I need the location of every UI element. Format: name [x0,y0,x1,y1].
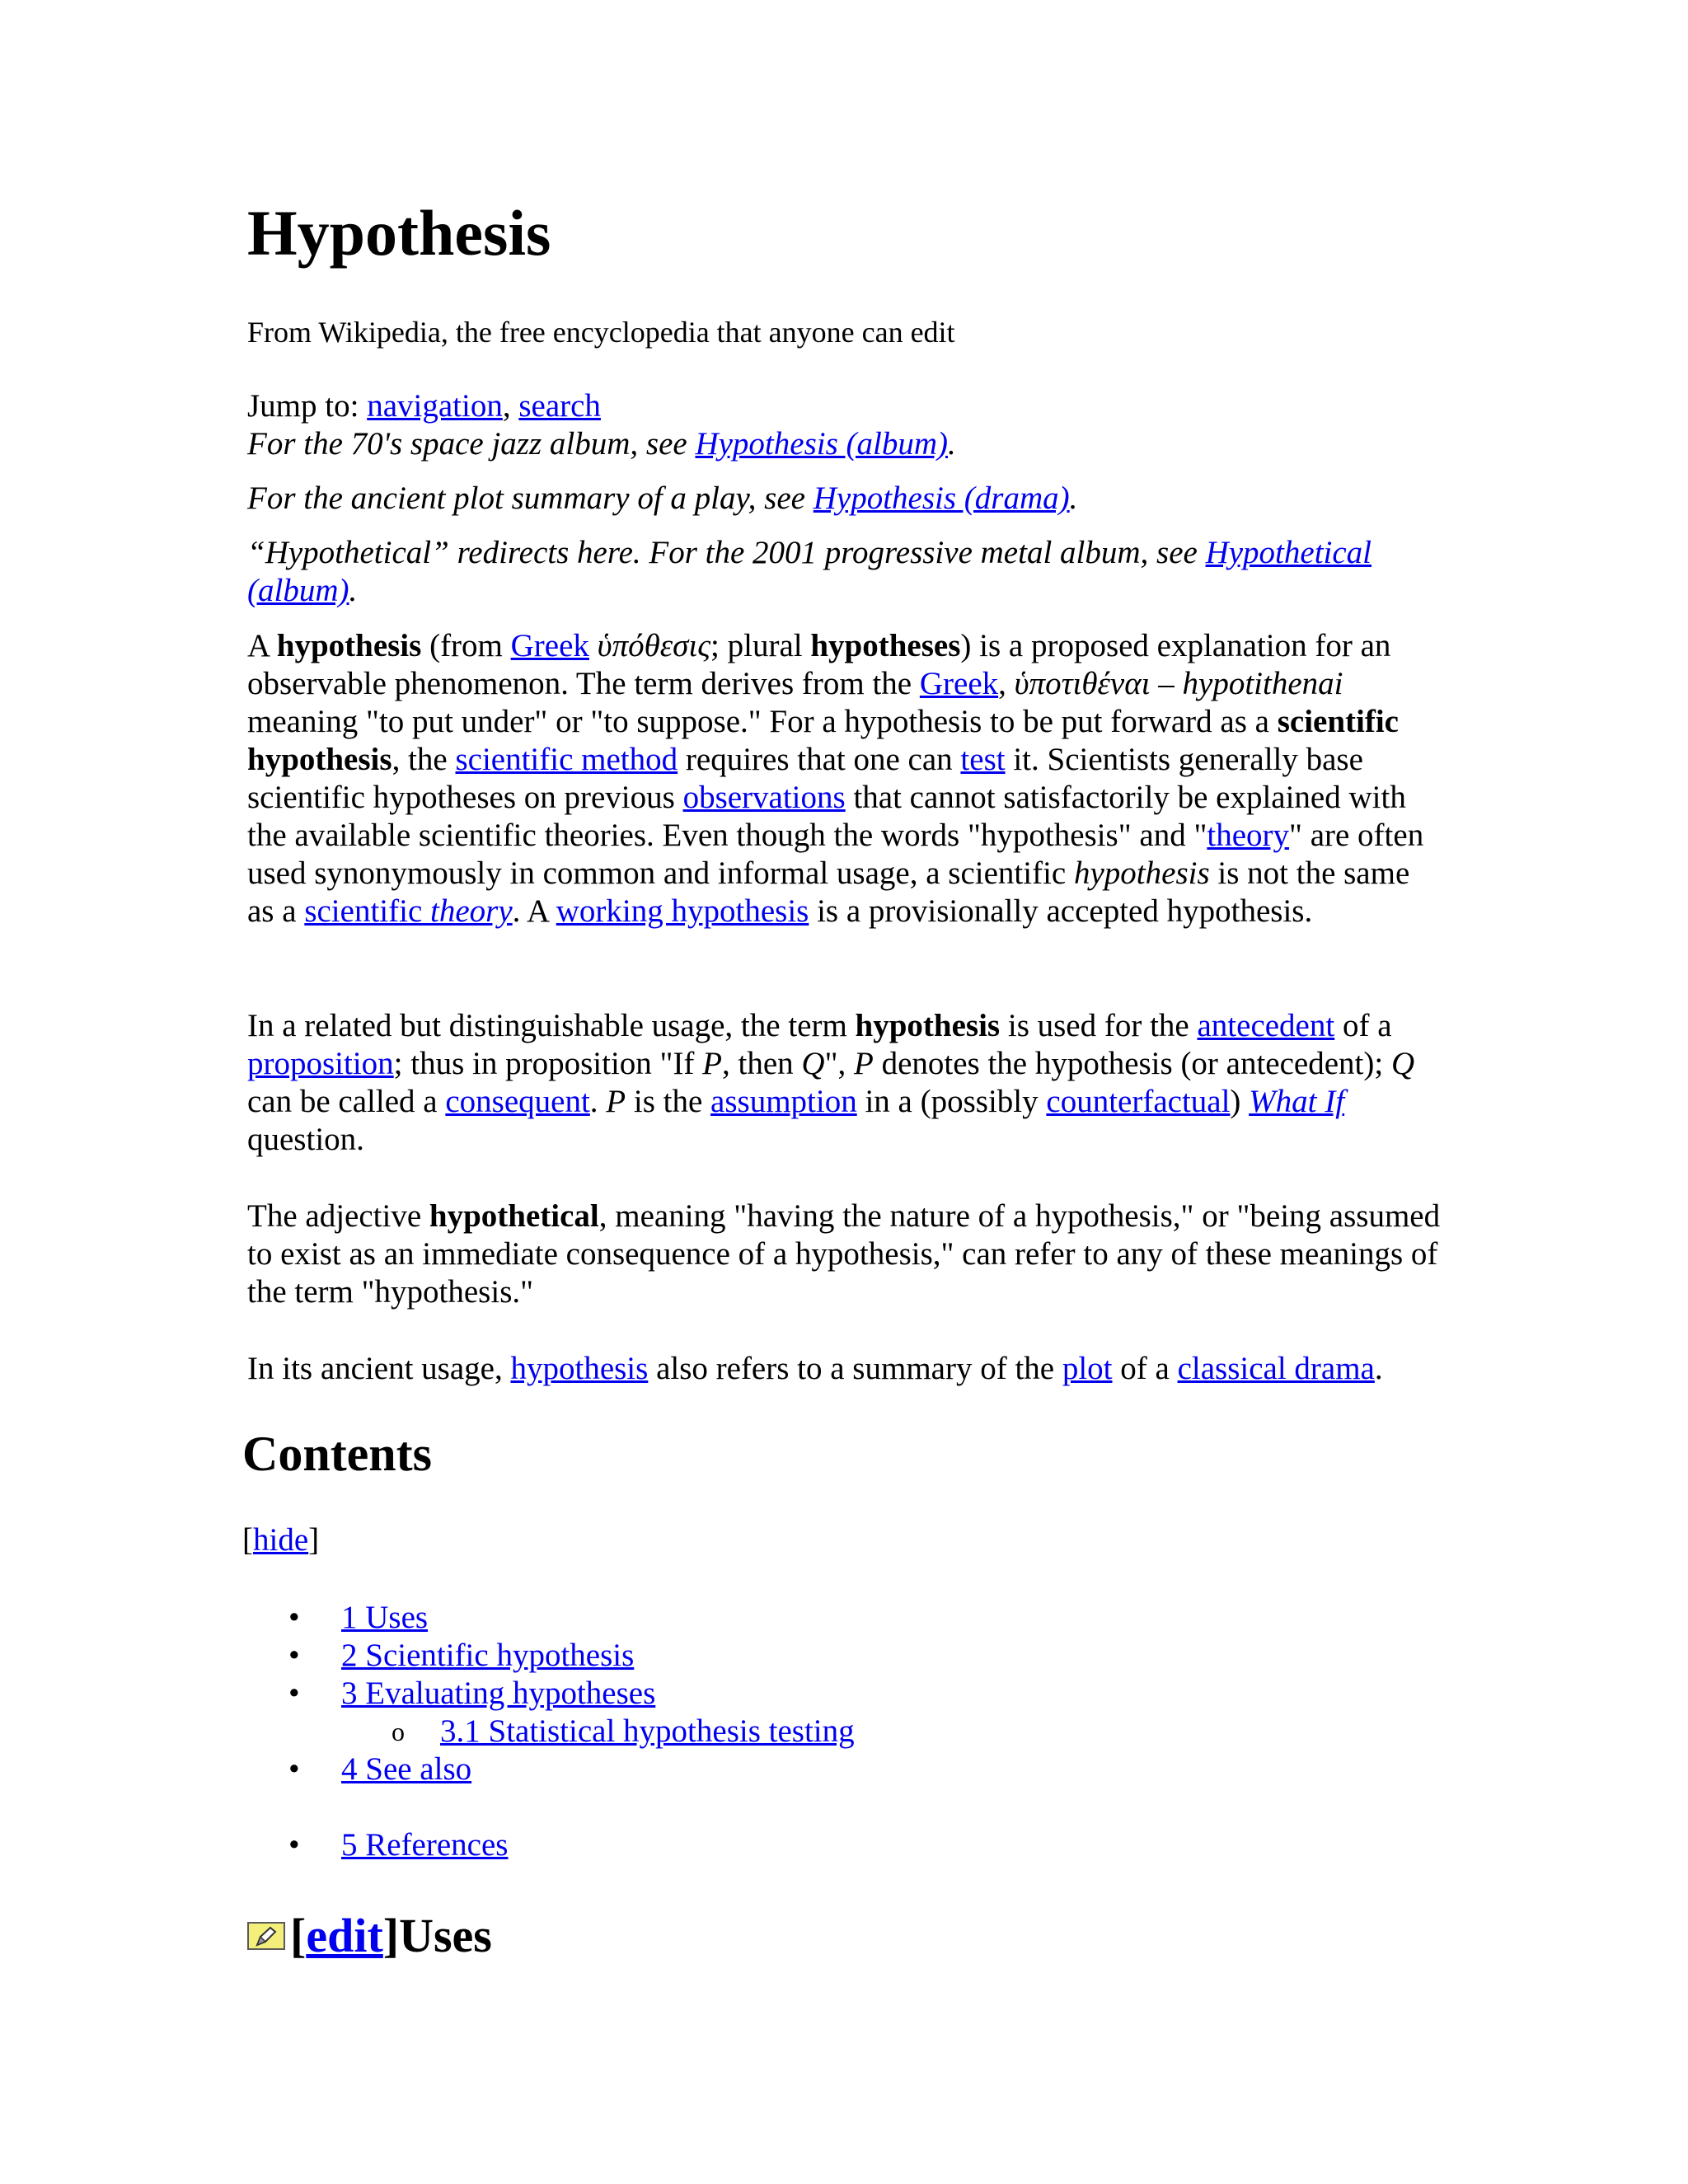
hatnote-hypothetical: “Hypothetical” redirects here. For the 2001 progressive metal album, see Hypothetical (album). [247,535,1372,608]
jump-search-link[interactable]: search [518,388,601,424]
edit-pencil-icon[interactable] [247,1922,285,1950]
section-title: Uses [399,1909,492,1962]
usage-paragraph: In a related but distinguishable usage, the term hypothesis is used for the antecedent of a proposition; thus in proposition "If P, then Q", P denotes the hypothesis (or antecedent); Q can be called a consequent. P is the assumption in a (possibly counterfactual) What If question. [247,1008,1415,1157]
intro-paragraph: A hypothesis (from Greek ὑπόθεσις; plural hypotheses) is a proposed explanation for an observable phenomenon. The term derives from the Greek, ὑποτιθέναι – hypotithenai meaning "to put under" or "to suppose." For a hypothesis to be put forward as a scientific hypothesis, the scientific method requires that one can test it. Scientists generally base scientific hypotheses on previous observations that cannot satisfactorily be explained with the available scientific theories. Even though the words "hypothesis" and "theory" are often used synonymously in common and informal usage, a scientific hypothesis is not the same as a scientific theory. A working hypothesis is a provisionally accepted hypothesis. [247,628,1424,929]
toc-link-statistical-testing[interactable]: 3.1 Statistical hypothesis testing [440,1713,855,1749]
observations-link[interactable]: observations [682,780,846,815]
bullet-icon: • [288,1827,300,1863]
jump-label: Jump to: [247,388,368,424]
scientific-theory-link[interactable]: scientific theory [304,893,513,929]
consequent-link[interactable]: consequent [445,1084,590,1119]
bullet-icon: • [288,1751,300,1787]
bullet-icon: • [288,1600,300,1635]
circle-bullet-icon: o [392,1717,405,1746]
scientific-method-link[interactable]: scientific method [455,742,678,777]
section-heading-uses: [ edit ] Uses [247,1908,492,1963]
hatnote-drama-link[interactable]: Hypothesis (drama) [813,480,1070,516]
classical-drama-link[interactable]: classical drama [1177,1351,1375,1386]
bullet-icon: • [288,1638,300,1673]
ancient-usage-paragraph: In its ancient usage, hypothesis also refers to a summary of the plot of a classical drama. [247,1351,1383,1386]
proposition-link[interactable]: proposition [247,1046,394,1081]
contents-heading: Contents [242,1427,433,1481]
toc-link-references[interactable]: 5 References [341,1827,509,1863]
hatnote-hypothetical-link[interactable]: Hypothetical (album) [247,535,1372,608]
bullet-icon: • [288,1675,300,1711]
working-hypothesis-link[interactable]: working hypothesis [556,893,809,929]
hatnote-album: For the 70's space jazz album, see Hypothesis (album). [247,426,956,462]
theory-link[interactable]: theory [1207,818,1290,853]
counterfactual-link[interactable]: counterfactual [1046,1084,1231,1119]
what-if-link[interactable]: What If [1249,1084,1345,1119]
edit-section-link[interactable]: edit [306,1909,383,1962]
toc-link-evaluating-hypotheses[interactable]: 3 Evaluating hypotheses [341,1675,656,1711]
toc-link-see-also[interactable]: 4 See also [341,1751,472,1787]
hatnote-drama: For the ancient plot summary of a play, see Hypothesis (drama). [247,480,1078,516]
plot-link[interactable]: plot [1062,1351,1113,1386]
page-title: Hypothesis [247,197,551,269]
greek-link[interactable]: Greek [510,628,589,663]
jump-to: Jump to: navigation, search [247,388,601,424]
hide-toc-link[interactable]: hide [253,1522,309,1558]
greek-link-2[interactable]: Greek [919,666,999,701]
assumption-link[interactable]: assumption [710,1084,857,1119]
toc-toggle: [hide] [242,1522,320,1558]
antecedent-link[interactable]: antecedent [1197,1008,1335,1043]
hypothesis-drama-link[interactable]: hypothesis [510,1351,649,1386]
adjective-paragraph: The adjective hypothetical, meaning "having the nature of a hypothesis," or "being assumed to exist as an immediate consequence of a hypothesis," can refer to any of these meanings of the term "hypothesis." [247,1198,1441,1310]
site-tagline: From Wikipedia, the free encyclopedia that anyone can edit [247,316,955,349]
toc-link-scientific-hypothesis[interactable]: 2 Scientific hypothesis [341,1638,635,1673]
test-link[interactable]: test [960,742,1006,777]
toc-link-uses[interactable]: 1 Uses [341,1600,429,1635]
jump-navigation-link[interactable]: navigation [367,388,503,424]
hatnote-album-link[interactable]: Hypothesis (album) [695,426,948,462]
